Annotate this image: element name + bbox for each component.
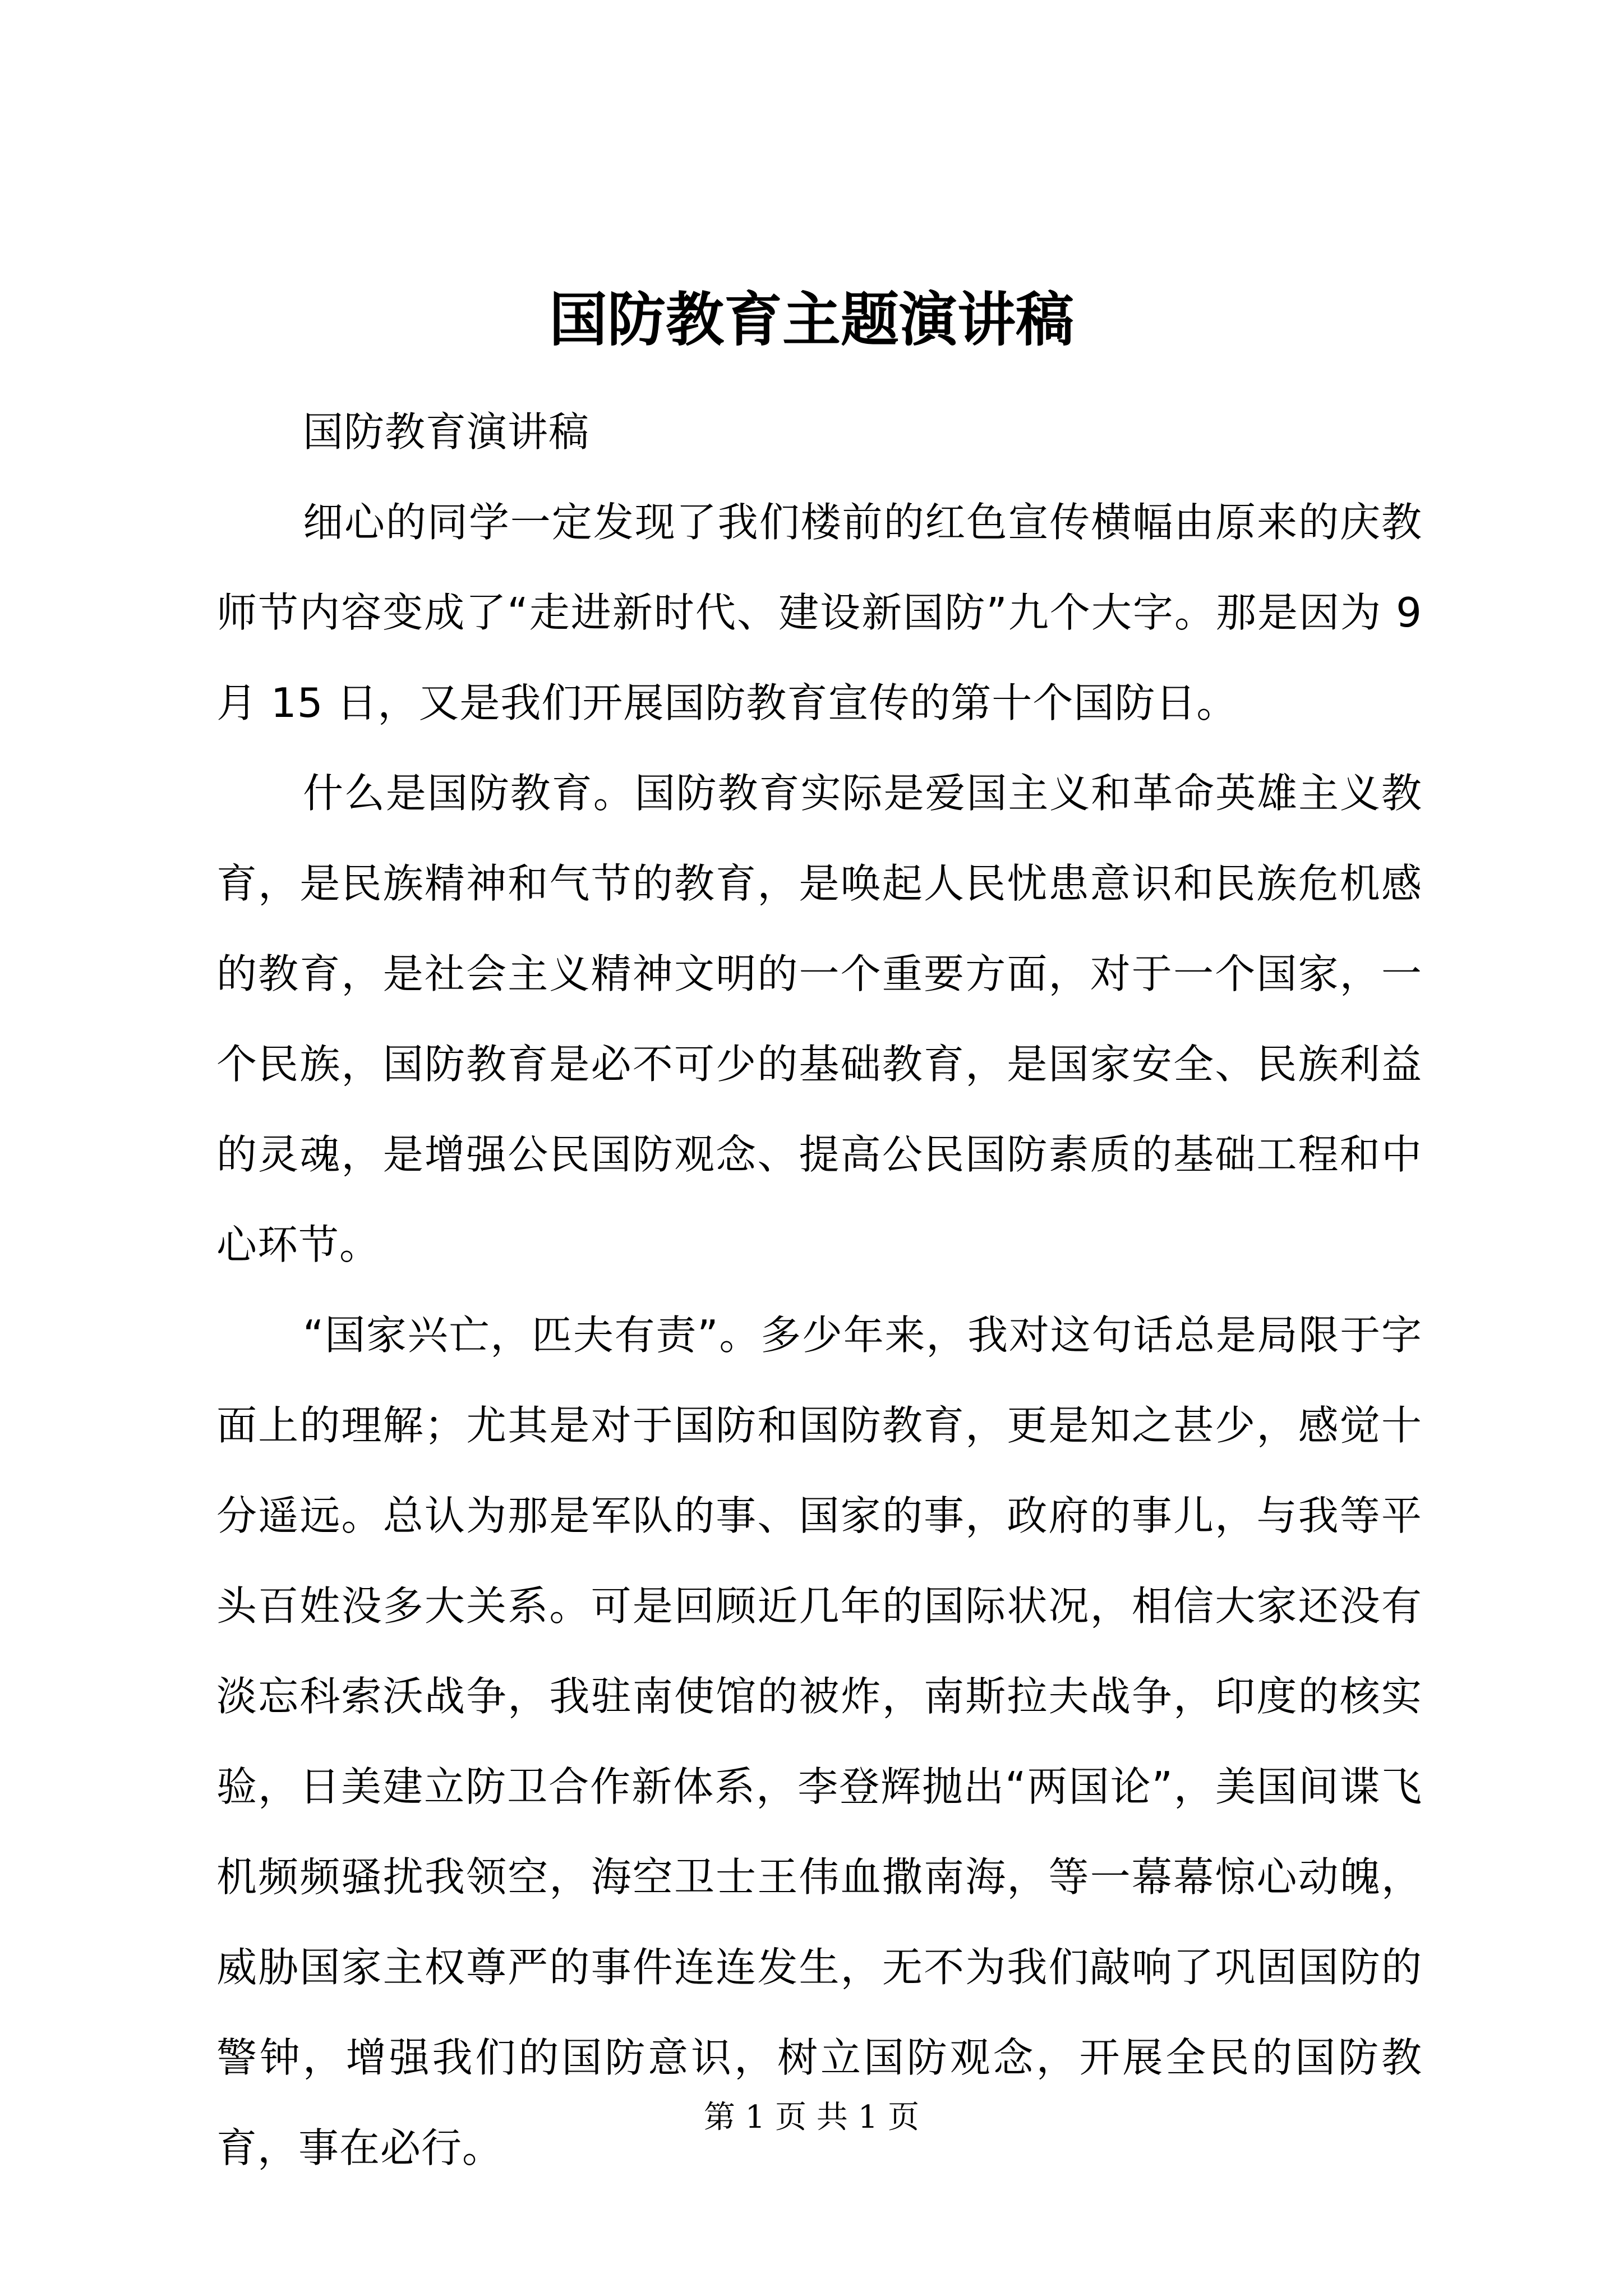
document-body (216, 387, 1422, 2193)
paragraph-2: 什么是国防教育。国防教育实际是爱国主义和革命英雄主义教育，是民族精神和气节的教育，是唤起人民忧患意识和民族危机感的教育，是社会主义精神文明的一个重要方面，对于一个国家，一个民族，国防教育是必不可少的基础教育，是国家安全、民族利益的灵魂，是增强公民国防观念、提高公民国防素质的基础工程和中心环节。 (216, 770, 1422, 1268)
paragraph-subtitle: 国防教育演讲稿 (303, 408, 590, 455)
paragraph-1: 细心的同学一定发现了我们楼前的红色宣传横幅由原来的庆教师节内容变成了“走进新时代、建设新国防”九个大字。那是因为 9 月 15 日，又是我们开展国防教育宣传的第十个国防日。 (216, 499, 1422, 726)
document-title: 国防教育主题演讲稿 (548, 285, 1074, 354)
page-footer: 第 1 页 共 1 页 (703, 2099, 920, 2136)
paragraph-3: “国家兴亡，匹夫有责”。多少年来，我对这句话总是局限于字面上的理解；尤其是对于国防和国防教育，更是知之甚少，感觉十分遥远。总认为那是军队的事、国家的事，政府的事儿，与我等平头百姓没多大关系。可是回顾近几年的国际状况，相信大家还没有淡忘科索沃战争，我驻南使馆的被炸，南斯拉夫战争，印度的核实验，日美建立防卫合作新体系，李登辉抛出“两国论”，美国间谍飞机频频骚扰我领空，海空卫士王伟血撒南海，等一幕幕惊心动魄，威胁国家主权尊严的事件连连发生，无不为我们敲响了巩固国防的警钟，增强我们的国防意识，树立国防观念，开展全民的国防教育，事在必行。 (216, 1312, 1422, 2171)
